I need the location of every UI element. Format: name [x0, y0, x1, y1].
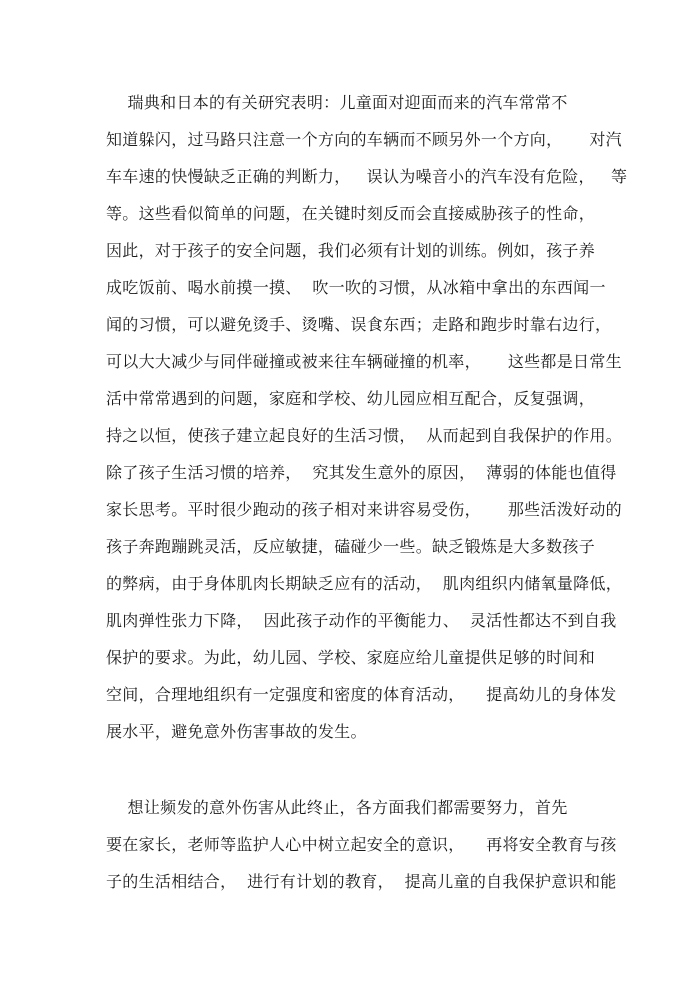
text-line: 成吃饭前、喝水前摸一摸、 吹一吹的习惯，从冰箱中拿出的东西闻一 [106, 278, 606, 297]
text-line: 孩子奔跑蹦跳灵活，反应敏捷，磕碰少一些。缺乏锻炼是大多数孩子 [106, 537, 596, 556]
text-line: 空间，合理地组织有一定强度和密度的体育活动， 提高幼儿的身体发 [106, 685, 617, 704]
text-line: 因此，对于孩子的安全问题，我们必须有计划的训练。例如，孩子养 [106, 241, 596, 260]
text-line: 肌肉弹性张力下降， 因此孩子动作的平衡能力、 灵活性都达不到自我 [106, 611, 617, 630]
text-line: 除了孩子生活习惯的培养， 究其发生意外的原因， 薄弱的体能也值得 [106, 463, 617, 482]
text-line: 可以大大减少与同伴碰撞或被来往车辆碰撞的机率， 这些都是日常生 [106, 352, 622, 371]
text-line: 等。这些看似简单的问题，在关键时刻反而会直接威胁孩子的性命， [106, 204, 596, 223]
text-line: 的弊病，由于身体肌肉长期缺乏应有的活动， 肌肉组织内储氧量降低， [106, 574, 623, 593]
text-line: 想让频发的意外伤害从此终止，各方面我们都需要努力，首先 [106, 798, 568, 817]
text-line: 活中常常遇到的问题，家庭和学校、幼儿园应相互配合，反复强调， [106, 389, 596, 408]
text-line: 要在家长，老师等监护人心中树立起安全的意识， 再将安全教育与孩 [106, 835, 617, 854]
text-line: 家长思考。平时很少跑动的孩子相对来讲容易受伤， 那些活泼好动的 [106, 500, 622, 519]
text-line: 闻的习惯，可以避免烫手、烫嘴、误食东西；走路和跑步时靠右边行， [106, 315, 612, 334]
text-line: 知道躲闪，过马路只注意一个方向的车辆而不顾另外一个方向， 对汽 [106, 130, 622, 149]
text-line: 子的生活相结合， 进行有计划的教育， 提高儿童的自我保护意识和能 [106, 872, 617, 891]
text-line: 保护的要求。为此，幼儿园、学校、家庭应给儿童提供足够的时间和 [106, 648, 596, 667]
text-line: 瑞典和日本的有关研究表明：儿童面对迎面而来的汽车常常不 [106, 93, 568, 112]
text-line: 车车速的快慢缺乏正确的判断力， 误认为噪音小的汽车没有危险， 等 [106, 167, 628, 186]
text-line: 展水平，避免意外伤害事故的发生。 [106, 722, 367, 741]
text-line: 持之以恒，使孩子建立起良好的生活习惯， 从而起到自我保护的作用。 [106, 426, 623, 445]
